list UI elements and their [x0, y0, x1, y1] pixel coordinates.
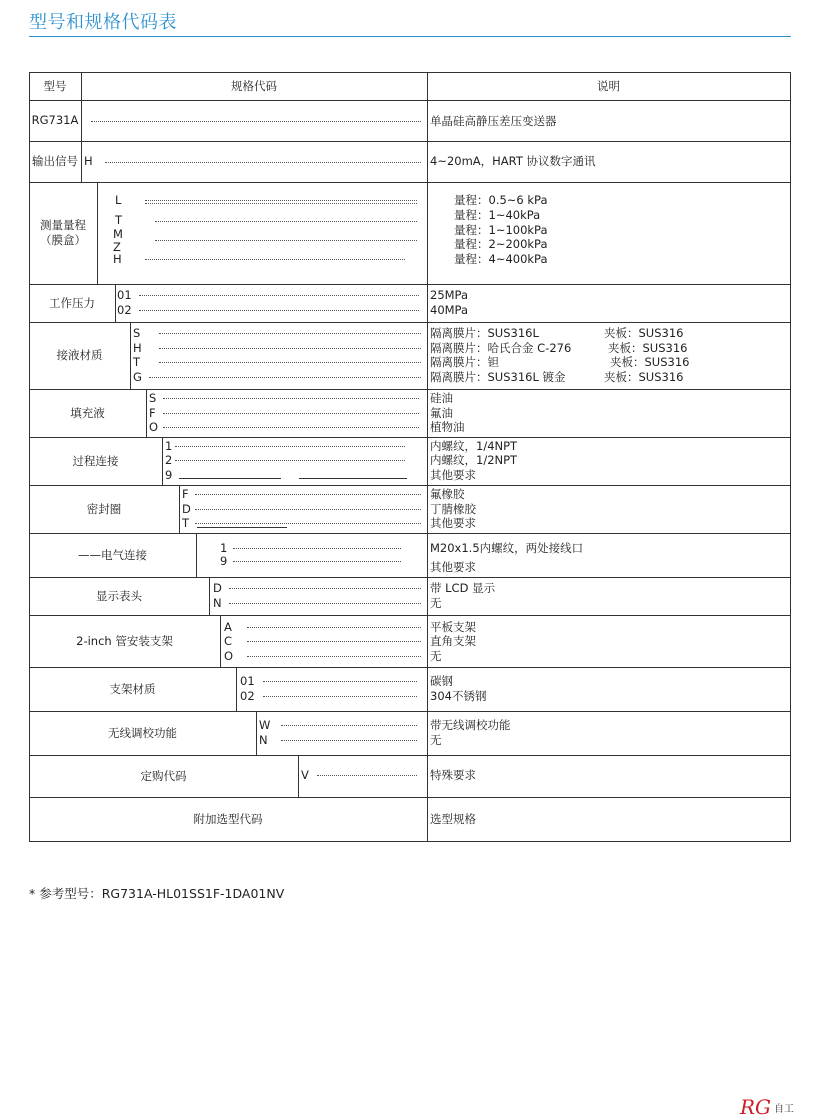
bracket-material-desc-1: 碳钢 — [430, 674, 453, 688]
range-desc-1: 量程：0.5~6 kPa — [454, 193, 548, 207]
wetted-diaphragm-3: 隔离膜片：钽 — [430, 355, 499, 369]
model-description: 单晶硅高静压差压变送器 — [430, 114, 557, 128]
bracket-material-label: 支架材质 — [109, 681, 156, 696]
wetted-code-t: T — [133, 355, 141, 369]
wireless-label: 无线调校功能 — [108, 725, 177, 740]
reference-model-note: * 参考型号：RG731A-HL01SS1F-1DA01NV — [29, 886, 285, 901]
process-desc-1: 内螺纹，1/4NPT — [430, 439, 518, 453]
header-description: 说明 — [597, 78, 620, 93]
pressure-code-02: 02 — [117, 303, 132, 317]
range-code-t: T — [115, 213, 123, 227]
output-description: 4~20mA，HART 协议数字通讯 — [430, 154, 596, 168]
seal-code-f: F — [182, 487, 189, 501]
wetted-clamp-3: 夹板：SUS316 — [610, 355, 690, 369]
wireless-code-n: N — [259, 733, 268, 747]
electrical-desc-1: M20x1.5内螺纹，两处接线口 — [430, 541, 584, 555]
wireless-desc-1: 带无线调校功能 — [430, 718, 511, 732]
bracket-code-c: C — [224, 634, 233, 648]
custom-description: 特殊要求 — [430, 768, 476, 782]
bracket-material-desc-2: 304不锈钢 — [430, 689, 487, 703]
custom-code: V — [301, 768, 309, 782]
seal-code-d: D — [182, 502, 191, 516]
range-code-z: Z — [113, 240, 121, 254]
display-desc-2: 无 — [430, 596, 442, 610]
process-code-2: 2 — [165, 453, 173, 467]
addon-label: 附加选型代码 — [193, 811, 263, 826]
wetted-clamp-4: 夹板：SUS316 — [604, 370, 684, 384]
process-desc-3: 其他要求 — [430, 468, 476, 482]
range-desc-4: 量程：2~200kPa — [454, 237, 548, 251]
seal-label: 密封圈 — [86, 501, 122, 516]
range-label: 测量量程 （膜盒） — [40, 218, 86, 247]
title-rule — [29, 36, 791, 37]
wetted-diaphragm-2: 隔离膜片：哈氏合金 C-276 — [430, 341, 572, 355]
electrical-label: ——电气连接 — [78, 547, 147, 562]
range-code-m: M — [113, 227, 123, 241]
bracket-label: 2-inch 管安装支架 — [76, 633, 173, 648]
range-desc-5: 量程：4~400kPa — [454, 252, 548, 266]
wetted-diaphragm-1: 隔离膜片：SUS316L — [430, 326, 539, 340]
range-desc-3: 量程：1~100kPa — [454, 223, 548, 237]
wireless-desc-2: 无 — [430, 733, 442, 747]
bracket-desc-1: 平板支架 — [430, 620, 476, 634]
electrical-code-1: 1 — [220, 541, 228, 555]
logo-mark: RG — [740, 1095, 772, 1116]
process-label: 过程连接 — [72, 453, 119, 468]
fill-desc-2: 氟油 — [430, 406, 453, 420]
bracket-material-code-01: 01 — [240, 674, 255, 688]
electrical-desc-2: 其他要求 — [430, 560, 476, 574]
electrical-code-9: 9 — [220, 554, 228, 568]
company-logo — [738, 1094, 806, 1116]
wetted-label: 接液材质 — [56, 348, 103, 362]
seal-code-t: T — [182, 516, 190, 530]
fill-label: 填充液 — [70, 405, 105, 420]
output-code: H — [84, 154, 93, 168]
fill-code-s: S — [149, 391, 157, 405]
bracket-desc-2: 直角支架 — [430, 634, 476, 648]
range-code-l: L — [115, 193, 122, 207]
wetted-clamp-1: 夹板：SUS316 — [604, 326, 684, 340]
pressure-code-01: 01 — [117, 288, 132, 302]
fill-code-o: O — [149, 420, 159, 434]
fill-desc-1: 硅油 — [430, 391, 453, 405]
custom-label: 定购代码 — [140, 768, 187, 783]
bracket-desc-3: 无 — [430, 649, 442, 663]
range-code-h: H — [113, 252, 122, 266]
bracket-code-a: A — [224, 620, 232, 634]
addon-description: 选型规格 — [430, 812, 476, 826]
pressure-desc-1: 25MPa — [430, 288, 469, 302]
pressure-desc-2: 40MPa — [430, 303, 469, 317]
fill-desc-3: 植物油 — [430, 420, 465, 434]
header-spec-code: 规格代码 — [231, 78, 277, 93]
model-code: RG731A — [31, 113, 79, 127]
range-desc-2: 量程：1~40kPa — [454, 208, 541, 222]
wetted-code-h: H — [133, 341, 142, 355]
process-code-9: 9 — [165, 468, 173, 482]
fill-code-f: F — [149, 406, 156, 420]
page-title: 型号和规格代码表 — [29, 12, 177, 33]
header-model: 型号 — [43, 78, 67, 93]
wireless-code-w: W — [259, 718, 271, 732]
wetted-diaphragm-4: 隔离膜片：SUS316L 镀金 — [430, 370, 566, 384]
seal-desc-3: 其他要求 — [430, 516, 476, 530]
seal-desc-2: 丁腈橡胶 — [430, 502, 476, 516]
logo-subtext: 自工 — [774, 1104, 794, 1115]
display-desc-1: 带 LCD 显示 — [430, 581, 496, 595]
display-code-d: D — [213, 581, 222, 595]
seal-desc-1: 氟橡胶 — [430, 487, 465, 501]
pressure-label: 工作压力 — [49, 295, 95, 310]
display-label: 显示表头 — [96, 588, 142, 603]
bracket-code-o: O — [224, 649, 234, 663]
wetted-code-s: S — [133, 326, 141, 340]
output-label: 输出信号 — [32, 154, 78, 168]
spec-table — [29, 72, 791, 842]
wetted-clamp-2: 夹板：SUS316 — [608, 341, 688, 355]
bracket-material-code-02: 02 — [240, 689, 255, 703]
process-code-1: 1 — [165, 439, 173, 453]
process-desc-2: 内螺纹，1/2NPT — [430, 453, 518, 467]
display-code-n: N — [213, 596, 222, 610]
wetted-code-g: G — [133, 370, 142, 384]
